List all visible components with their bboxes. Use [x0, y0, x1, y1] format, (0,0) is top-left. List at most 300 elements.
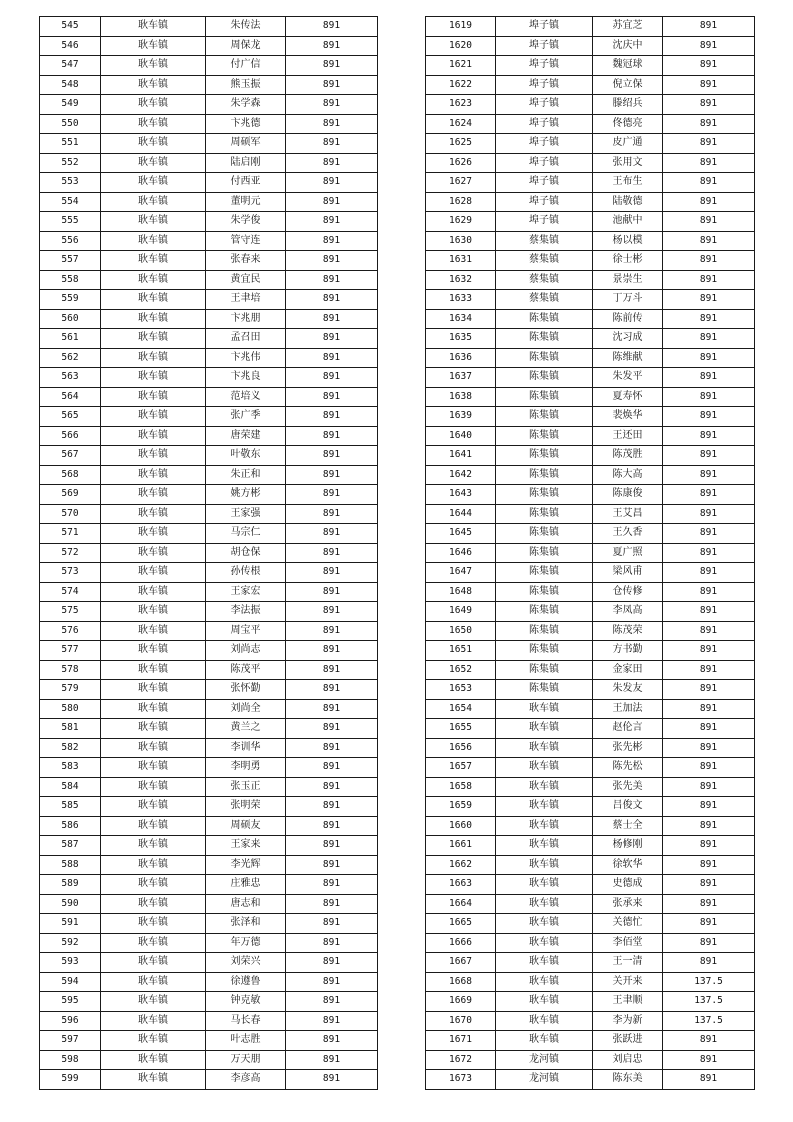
table-row — [40, 797, 378, 817]
table-row — [426, 212, 755, 232]
cell-row-number: 557 — [40, 251, 101, 271]
cell-amount: 891 — [663, 348, 755, 368]
cell-town: 埠子镇 — [496, 114, 593, 134]
cell-amount: 891 — [286, 972, 378, 992]
table-row — [40, 738, 378, 758]
cell-town: 陈集镇 — [496, 309, 593, 329]
table-row — [40, 992, 378, 1012]
cell-row-number: 571 — [40, 524, 101, 544]
cell-name: 张先美 — [593, 777, 663, 797]
cell-name: 刘尚全 — [206, 699, 286, 719]
cell-town: 蔡集镇 — [496, 290, 593, 310]
cell-amount: 891 — [663, 426, 755, 446]
cell-row-number: 595 — [40, 992, 101, 1012]
cell-amount: 137.5 — [663, 1011, 755, 1031]
table-row — [426, 641, 755, 661]
cell-row-number: 1663 — [426, 875, 496, 895]
cell-amount: 891 — [286, 621, 378, 641]
cell-amount: 891 — [286, 75, 378, 95]
cell-name: 陆启刚 — [206, 153, 286, 173]
cell-row-number: 563 — [40, 368, 101, 388]
table-row — [426, 719, 755, 739]
cell-name: 徐软华 — [593, 855, 663, 875]
table-row — [426, 933, 755, 953]
table-row — [426, 972, 755, 992]
cell-amount: 891 — [663, 524, 755, 544]
cell-town: 耿车镇 — [101, 114, 206, 134]
cell-amount: 891 — [663, 173, 755, 193]
cell-row-number: 1633 — [426, 290, 496, 310]
cell-row-number: 1634 — [426, 309, 496, 329]
cell-amount: 891 — [663, 17, 755, 37]
cell-town: 耿车镇 — [101, 719, 206, 739]
cell-row-number: 567 — [40, 446, 101, 466]
table-row — [426, 602, 755, 622]
cell-town: 埠子镇 — [496, 192, 593, 212]
cell-town: 陈集镇 — [496, 563, 593, 583]
cell-row-number: 556 — [40, 231, 101, 251]
cell-row-number: 552 — [40, 153, 101, 173]
cell-name: 孟召田 — [206, 329, 286, 349]
cell-name: 姚方彬 — [206, 485, 286, 505]
cell-name: 仓传修 — [593, 582, 663, 602]
cell-name: 李训华 — [206, 738, 286, 758]
cell-town: 陈集镇 — [496, 680, 593, 700]
cell-row-number: 1655 — [426, 719, 496, 739]
cell-amount: 891 — [663, 933, 755, 953]
cell-name: 王家来 — [206, 836, 286, 856]
cell-amount: 891 — [663, 465, 755, 485]
cell-town: 耿车镇 — [101, 95, 206, 115]
table-row — [40, 758, 378, 778]
table-row — [426, 875, 755, 895]
cell-amount: 891 — [286, 290, 378, 310]
table-row — [426, 387, 755, 407]
cell-amount: 891 — [286, 699, 378, 719]
cell-town: 耿车镇 — [101, 173, 206, 193]
cell-name: 张广季 — [206, 407, 286, 427]
table-row — [426, 173, 755, 193]
cell-amount: 891 — [286, 485, 378, 505]
cell-row-number: 1664 — [426, 894, 496, 914]
cell-amount: 891 — [663, 153, 755, 173]
table-row — [426, 621, 755, 641]
cell-name: 熊玉振 — [206, 75, 286, 95]
cell-town: 埠子镇 — [496, 212, 593, 232]
cell-amount: 891 — [286, 95, 378, 115]
cell-row-number: 1671 — [426, 1031, 496, 1051]
cell-amount: 891 — [663, 309, 755, 329]
cell-row-number: 597 — [40, 1031, 101, 1051]
cell-amount: 891 — [286, 602, 378, 622]
cell-town: 耿车镇 — [496, 777, 593, 797]
table-row — [426, 231, 755, 251]
cell-row-number: 592 — [40, 933, 101, 953]
cell-amount: 891 — [286, 894, 378, 914]
cell-town: 陈集镇 — [496, 407, 593, 427]
cell-town: 耿车镇 — [101, 621, 206, 641]
cell-town: 耿车镇 — [101, 836, 206, 856]
cell-name: 王一清 — [593, 953, 663, 973]
table-row — [426, 504, 755, 524]
cell-row-number: 594 — [40, 972, 101, 992]
cell-row-number: 545 — [40, 17, 101, 37]
cell-town: 蔡集镇 — [496, 251, 593, 271]
cell-name: 孙传根 — [206, 563, 286, 583]
cell-name: 唐志和 — [206, 894, 286, 914]
cell-row-number: 554 — [40, 192, 101, 212]
cell-name: 马长春 — [206, 1011, 286, 1031]
cell-row-number: 582 — [40, 738, 101, 758]
table-row — [40, 56, 378, 76]
cell-town: 埠子镇 — [496, 173, 593, 193]
cell-name: 范培义 — [206, 387, 286, 407]
table-row — [40, 212, 378, 232]
cell-row-number: 553 — [40, 173, 101, 193]
cell-row-number: 1640 — [426, 426, 496, 446]
cell-row-number: 585 — [40, 797, 101, 817]
cell-town: 耿车镇 — [101, 894, 206, 914]
cell-name: 朱学俊 — [206, 212, 286, 232]
table-row — [40, 1011, 378, 1031]
cell-town: 耿车镇 — [496, 855, 593, 875]
cell-amount: 891 — [286, 953, 378, 973]
roster-table-right — [425, 16, 755, 1090]
cell-name: 倪立保 — [593, 75, 663, 95]
cell-name: 李明勇 — [206, 758, 286, 778]
cell-row-number: 576 — [40, 621, 101, 641]
table-row — [426, 309, 755, 329]
cell-amount: 891 — [663, 855, 755, 875]
cell-row-number: 564 — [40, 387, 101, 407]
cell-amount: 891 — [286, 36, 378, 56]
cell-town: 耿车镇 — [101, 212, 206, 232]
cell-row-number: 573 — [40, 563, 101, 583]
cell-town: 耿车镇 — [101, 17, 206, 37]
table-row — [40, 875, 378, 895]
table-row — [426, 134, 755, 154]
cell-town: 耿车镇 — [101, 699, 206, 719]
cell-amount: 891 — [663, 758, 755, 778]
cell-town: 耿车镇 — [496, 738, 593, 758]
cell-amount: 891 — [663, 75, 755, 95]
cell-town: 耿车镇 — [101, 992, 206, 1012]
cell-amount: 891 — [286, 836, 378, 856]
table-row — [40, 543, 378, 563]
table-row — [40, 251, 378, 271]
cell-name: 徐士彬 — [593, 251, 663, 271]
table-row — [426, 1070, 755, 1090]
cell-amount: 891 — [286, 134, 378, 154]
table-row — [426, 738, 755, 758]
cell-town: 耿车镇 — [101, 524, 206, 544]
cell-row-number: 1652 — [426, 660, 496, 680]
table-row — [40, 719, 378, 739]
cell-name: 王家强 — [206, 504, 286, 524]
table-row — [40, 953, 378, 973]
table-row — [426, 348, 755, 368]
cell-name: 李法振 — [206, 602, 286, 622]
cell-amount: 891 — [663, 329, 755, 349]
table-row — [426, 1011, 755, 1031]
cell-town: 耿车镇 — [101, 1050, 206, 1070]
cell-row-number: 579 — [40, 680, 101, 700]
cell-town: 耿车镇 — [101, 875, 206, 895]
table-row — [40, 933, 378, 953]
cell-row-number: 1625 — [426, 134, 496, 154]
table-row — [426, 426, 755, 446]
cell-name: 陈康俊 — [593, 485, 663, 505]
cell-town: 耿车镇 — [496, 953, 593, 973]
cell-town: 耿车镇 — [101, 777, 206, 797]
cell-row-number: 1667 — [426, 953, 496, 973]
cell-row-number: 581 — [40, 719, 101, 739]
cell-name: 关开来 — [593, 972, 663, 992]
cell-name: 朱传法 — [206, 17, 286, 37]
cell-amount: 891 — [663, 894, 755, 914]
table-row — [426, 1050, 755, 1070]
cell-row-number: 1622 — [426, 75, 496, 95]
cell-amount: 891 — [286, 758, 378, 778]
cell-name: 李凤高 — [593, 602, 663, 622]
cell-amount: 891 — [286, 992, 378, 1012]
cell-row-number: 575 — [40, 602, 101, 622]
cell-row-number: 1643 — [426, 485, 496, 505]
cell-town: 陈集镇 — [496, 465, 593, 485]
cell-row-number: 587 — [40, 836, 101, 856]
cell-row-number: 1656 — [426, 738, 496, 758]
cell-town: 埠子镇 — [496, 153, 593, 173]
cell-name: 史德成 — [593, 875, 663, 895]
cell-row-number: 1624 — [426, 114, 496, 134]
cell-row-number: 598 — [40, 1050, 101, 1070]
table-row — [426, 329, 755, 349]
cell-town: 陈集镇 — [496, 504, 593, 524]
cell-town: 耿车镇 — [101, 680, 206, 700]
cell-amount: 891 — [663, 134, 755, 154]
cell-row-number: 578 — [40, 660, 101, 680]
cell-name: 刘荣兴 — [206, 953, 286, 973]
cell-name: 陈前传 — [593, 309, 663, 329]
cell-amount: 891 — [286, 933, 378, 953]
cell-town: 陈集镇 — [496, 524, 593, 544]
cell-amount: 891 — [286, 777, 378, 797]
table-row — [40, 134, 378, 154]
cell-name: 关德忙 — [593, 914, 663, 934]
cell-row-number: 1635 — [426, 329, 496, 349]
table-row — [426, 543, 755, 563]
cell-amount: 891 — [286, 426, 378, 446]
table-row — [426, 95, 755, 115]
cell-town: 耿车镇 — [101, 368, 206, 388]
cell-name: 梁风甫 — [593, 563, 663, 583]
cell-amount: 891 — [663, 582, 755, 602]
cell-row-number: 1627 — [426, 173, 496, 193]
cell-amount: 891 — [286, 738, 378, 758]
cell-town: 耿车镇 — [101, 75, 206, 95]
cell-town: 陈集镇 — [496, 543, 593, 563]
table-row — [40, 699, 378, 719]
cell-town: 耿车镇 — [496, 914, 593, 934]
table-row — [40, 660, 378, 680]
cell-amount: 891 — [286, 446, 378, 466]
table-row — [426, 465, 755, 485]
cell-amount: 891 — [663, 602, 755, 622]
table-row — [40, 816, 378, 836]
table-row — [426, 485, 755, 505]
roster-table-right-body — [426, 17, 755, 1090]
cell-name: 杨修刚 — [593, 836, 663, 856]
cell-town: 耿车镇 — [101, 134, 206, 154]
table-row — [426, 75, 755, 95]
cell-town: 陈集镇 — [496, 368, 593, 388]
cell-row-number: 1628 — [426, 192, 496, 212]
table-row — [426, 36, 755, 56]
cell-amount: 891 — [286, 212, 378, 232]
table-row — [40, 465, 378, 485]
cell-name: 付西亚 — [206, 173, 286, 193]
table-row — [40, 387, 378, 407]
cell-amount: 891 — [663, 797, 755, 817]
cell-town: 耿车镇 — [101, 465, 206, 485]
cell-amount: 891 — [286, 17, 378, 37]
cell-name: 管守连 — [206, 231, 286, 251]
cell-name: 方书勤 — [593, 641, 663, 661]
cell-row-number: 1659 — [426, 797, 496, 817]
table-row — [426, 1031, 755, 1051]
cell-town: 耿车镇 — [101, 582, 206, 602]
table-row — [40, 621, 378, 641]
table-row — [426, 407, 755, 427]
cell-amount: 891 — [663, 641, 755, 661]
cell-name: 钟克敏 — [206, 992, 286, 1012]
cell-amount: 891 — [286, 153, 378, 173]
cell-amount: 137.5 — [663, 992, 755, 1012]
cell-name: 庄雅忠 — [206, 875, 286, 895]
cell-town: 埠子镇 — [496, 75, 593, 95]
cell-town: 耿车镇 — [101, 309, 206, 329]
cell-town: 耿车镇 — [496, 894, 593, 914]
table-row — [40, 641, 378, 661]
table-row — [40, 36, 378, 56]
cell-amount: 891 — [663, 836, 755, 856]
cell-amount: 891 — [663, 192, 755, 212]
table-row — [40, 524, 378, 544]
cell-row-number: 580 — [40, 699, 101, 719]
table-row — [40, 309, 378, 329]
cell-name: 万天朋 — [206, 1050, 286, 1070]
table-row — [40, 270, 378, 290]
table-row — [40, 485, 378, 505]
cell-name: 陈茂荣 — [593, 621, 663, 641]
cell-row-number: 590 — [40, 894, 101, 914]
cell-name: 马宗仁 — [206, 524, 286, 544]
cell-amount: 891 — [286, 797, 378, 817]
cell-row-number: 1630 — [426, 231, 496, 251]
cell-amount: 891 — [286, 504, 378, 524]
cell-town: 耿车镇 — [101, 816, 206, 836]
cell-amount: 891 — [286, 251, 378, 271]
cell-row-number: 1666 — [426, 933, 496, 953]
cell-town: 耿车镇 — [101, 485, 206, 505]
cell-town: 蔡集镇 — [496, 270, 593, 290]
cell-amount: 891 — [663, 504, 755, 524]
table-row — [426, 251, 755, 271]
cell-name: 张先彬 — [593, 738, 663, 758]
cell-amount: 891 — [663, 446, 755, 466]
cell-town: 蔡集镇 — [496, 231, 593, 251]
cell-amount: 891 — [286, 56, 378, 76]
cell-name: 胡仓保 — [206, 543, 286, 563]
cell-row-number: 596 — [40, 1011, 101, 1031]
cell-row-number: 1668 — [426, 972, 496, 992]
cell-name: 陈茂平 — [206, 660, 286, 680]
cell-amount: 891 — [663, 231, 755, 251]
cell-amount: 891 — [663, 914, 755, 934]
cell-name: 吕俊文 — [593, 797, 663, 817]
cell-name: 张用文 — [593, 153, 663, 173]
table-row — [40, 914, 378, 934]
table-row — [426, 153, 755, 173]
cell-row-number: 558 — [40, 270, 101, 290]
cell-row-number: 574 — [40, 582, 101, 602]
cell-name: 苏宜芝 — [593, 17, 663, 37]
cell-name: 陆敬德 — [593, 192, 663, 212]
cell-town: 耿车镇 — [101, 426, 206, 446]
cell-amount: 891 — [286, 368, 378, 388]
cell-amount: 891 — [286, 387, 378, 407]
cell-row-number: 1642 — [426, 465, 496, 485]
cell-town: 耿车镇 — [496, 972, 593, 992]
cell-amount: 891 — [663, 290, 755, 310]
table-row — [40, 17, 378, 37]
cell-row-number: 555 — [40, 212, 101, 232]
cell-town: 耿车镇 — [101, 387, 206, 407]
cell-town: 耿车镇 — [101, 1070, 206, 1090]
table-row — [40, 348, 378, 368]
table-row — [426, 660, 755, 680]
table-row — [426, 270, 755, 290]
cell-town: 耿车镇 — [496, 719, 593, 739]
cell-row-number: 565 — [40, 407, 101, 427]
table-row — [40, 231, 378, 251]
cell-town: 耿车镇 — [101, 290, 206, 310]
cell-row-number: 1661 — [426, 836, 496, 856]
roster-table-left — [39, 16, 378, 1090]
cell-town: 耿车镇 — [496, 797, 593, 817]
cell-row-number: 1638 — [426, 387, 496, 407]
cell-amount: 891 — [663, 251, 755, 271]
cell-name: 年万德 — [206, 933, 286, 953]
cell-name: 周硕军 — [206, 134, 286, 154]
cell-row-number: 1620 — [426, 36, 496, 56]
cell-town: 耿车镇 — [101, 446, 206, 466]
cell-name: 李彦高 — [206, 1070, 286, 1090]
cell-town: 陈集镇 — [496, 641, 593, 661]
table-row — [40, 504, 378, 524]
cell-row-number: 551 — [40, 134, 101, 154]
cell-town: 埠子镇 — [496, 56, 593, 76]
cell-name: 王久香 — [593, 524, 663, 544]
cell-town: 耿车镇 — [496, 992, 593, 1012]
cell-amount: 891 — [663, 660, 755, 680]
table-row — [40, 563, 378, 583]
cell-town: 耿车镇 — [101, 602, 206, 622]
cell-row-number: 566 — [40, 426, 101, 446]
cell-row-number: 1629 — [426, 212, 496, 232]
cell-name: 张跃进 — [593, 1031, 663, 1051]
cell-amount: 891 — [286, 309, 378, 329]
